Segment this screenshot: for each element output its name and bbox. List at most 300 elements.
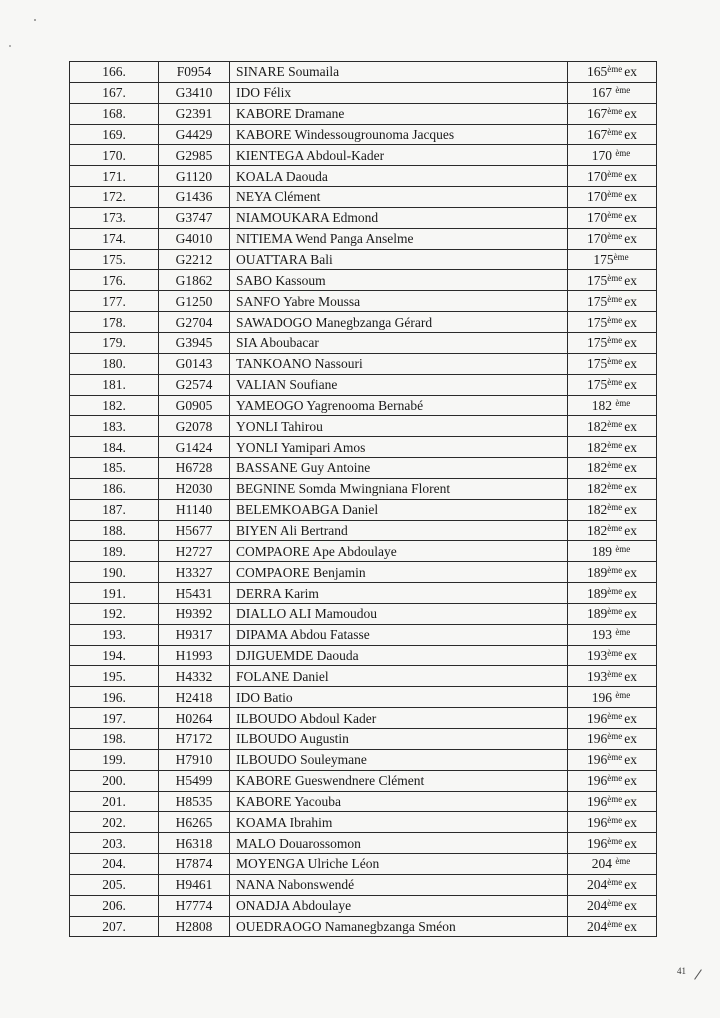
rank-ex-aequo: ex [624, 335, 637, 351]
row-number: 170. [70, 145, 159, 166]
rank-value: 204 [587, 919, 608, 935]
table-row [70, 770, 657, 791]
row-number: 197. [70, 708, 159, 729]
row-number: 198. [70, 729, 159, 750]
candidate-code: G0905 [159, 395, 230, 416]
rank-suffix: ème [607, 231, 623, 242]
candidate-code: G2985 [159, 145, 230, 166]
table-row [70, 895, 657, 916]
table-row [70, 791, 657, 812]
rank-value: 182 [587, 502, 608, 518]
row-number: 171. [70, 166, 159, 187]
rank-value: 182 [587, 418, 608, 434]
rank-ex-aequo: ex [624, 106, 637, 122]
candidate-code: H0264 [159, 708, 230, 729]
rank-cell [568, 645, 657, 666]
rank-value: 204 [591, 856, 616, 872]
candidate-code: H9392 [159, 603, 230, 624]
rank-ex-aequo: ex [624, 272, 637, 288]
candidate-code: G2212 [159, 249, 230, 270]
rank-suffix: ème [607, 481, 623, 492]
rank-ex-aequo: ex [624, 773, 637, 789]
rank-value: 196 [591, 689, 616, 705]
rank-cell [568, 478, 657, 499]
rank-cell [568, 833, 657, 854]
row-number: 172. [70, 187, 159, 208]
row-number: 203. [70, 833, 159, 854]
rank-cell [568, 874, 657, 895]
candidate-name: IDO Félix [230, 82, 568, 103]
table-row [70, 520, 657, 541]
rank-ex-aequo: ex [624, 418, 637, 434]
table-row [70, 874, 657, 895]
candidate-name: NIAMOUKARA Edmond [230, 207, 568, 228]
rank-suffix: ème [607, 293, 623, 304]
rank-value: 182 [587, 439, 608, 455]
rank-ex-aequo: ex [624, 835, 637, 851]
rank-cell [568, 916, 657, 937]
rank-cell [568, 583, 657, 604]
rank-suffix: ème [607, 210, 623, 221]
rank-cell [568, 624, 657, 645]
rank-value: 175 [587, 377, 608, 393]
rank-suffix: ème [607, 418, 623, 429]
candidate-name: NITIEMA Wend Panga Anselme [230, 228, 568, 249]
rank-cell [568, 395, 657, 416]
candidate-name: FOLANE Daniel [230, 666, 568, 687]
pen-mark [694, 969, 702, 979]
candidate-code: H2808 [159, 916, 230, 937]
rank-suffix: ème [615, 856, 631, 867]
table-row [70, 145, 657, 166]
rank-ex-aequo: ex [624, 919, 637, 935]
row-number: 166. [70, 62, 159, 83]
rank-cell [568, 458, 657, 479]
rank-value: 196 [587, 752, 608, 768]
row-number: 178. [70, 312, 159, 333]
candidate-name: NEYA Clément [230, 187, 568, 208]
row-number: 188. [70, 520, 159, 541]
rank-value: 170 [587, 189, 608, 205]
candidate-code: G1120 [159, 166, 230, 187]
rank-ex-aequo: ex [624, 439, 637, 455]
candidate-code: G2078 [159, 416, 230, 437]
rank-suffix: ème [615, 85, 631, 96]
row-number: 187. [70, 499, 159, 520]
rank-suffix: ème [615, 397, 631, 408]
rank-suffix: ème [607, 793, 623, 804]
table-row [70, 541, 657, 562]
rank-cell [568, 791, 657, 812]
row-number: 194. [70, 645, 159, 666]
rank-value: 165 [587, 64, 608, 80]
rank-cell [568, 228, 657, 249]
rank-suffix: ème [607, 814, 623, 825]
candidate-code: H2727 [159, 541, 230, 562]
rank-cell [568, 166, 657, 187]
rank-value: 182 [587, 522, 608, 538]
candidate-name: BEGNINE Somda Mwingniana Florent [230, 478, 568, 499]
rank-cell [568, 353, 657, 374]
candidate-name: KABORE Windessougrounoma Jacques [230, 124, 568, 145]
candidate-code: G2704 [159, 312, 230, 333]
candidate-code: H7874 [159, 854, 230, 875]
row-number: 190. [70, 562, 159, 583]
candidate-name: KOAMA Ibrahim [230, 812, 568, 833]
rank-value: 175 [593, 252, 614, 268]
candidate-code: H4332 [159, 666, 230, 687]
row-number: 176. [70, 270, 159, 291]
candidate-name: TANKOANO Nassouri [230, 353, 568, 374]
candidate-name: MALO Douarossomon [230, 833, 568, 854]
table-row [70, 687, 657, 708]
table-row [70, 645, 657, 666]
table-row [70, 82, 657, 103]
row-number: 180. [70, 353, 159, 374]
candidate-name: SABO Kassoum [230, 270, 568, 291]
rank-suffix: ème [607, 522, 623, 533]
rank-value: 175 [587, 314, 608, 330]
rank-value: 167 [587, 126, 608, 142]
candidate-code: H7172 [159, 729, 230, 750]
speck-mark [9, 45, 11, 47]
candidate-code: H2418 [159, 687, 230, 708]
rank-suffix: ème [607, 502, 623, 513]
rank-cell [568, 666, 657, 687]
rank-suffix: ème [607, 648, 623, 659]
table-row [70, 270, 657, 291]
table-row [70, 291, 657, 312]
row-number: 196. [70, 687, 159, 708]
rank-value: 196 [587, 710, 608, 726]
rank-ex-aequo: ex [624, 898, 637, 914]
rank-suffix: ème [607, 335, 623, 346]
table-row [70, 187, 657, 208]
rank-suffix: ème [607, 189, 623, 200]
rank-value: 196 [587, 814, 608, 830]
rank-ex-aequo: ex [624, 752, 637, 768]
rank-cell [568, 854, 657, 875]
rank-cell [568, 812, 657, 833]
rank-cell [568, 270, 657, 291]
candidate-code: H6318 [159, 833, 230, 854]
candidate-name: YONLI Tahirou [230, 416, 568, 437]
rank-suffix: ème [607, 314, 623, 325]
rank-ex-aequo: ex [624, 126, 637, 142]
candidate-code: G1862 [159, 270, 230, 291]
candidate-name: SAWADOGO Manegbzanga Gérard [230, 312, 568, 333]
rank-ex-aequo: ex [624, 314, 637, 330]
rank-value: 204 [587, 877, 608, 893]
rank-ex-aequo: ex [624, 168, 637, 184]
row-number: 199. [70, 749, 159, 770]
candidate-code: G2574 [159, 374, 230, 395]
rank-value: 189 [587, 564, 608, 580]
table-row [70, 62, 657, 83]
candidate-name: ONADJA Abdoulaye [230, 895, 568, 916]
rank-cell [568, 187, 657, 208]
rank-cell [568, 124, 657, 145]
row-number: 204. [70, 854, 159, 875]
rank-ex-aequo: ex [624, 377, 637, 393]
speck-mark [34, 19, 36, 21]
rank-cell [568, 374, 657, 395]
table-row [70, 749, 657, 770]
candidate-code: G4010 [159, 228, 230, 249]
rank-value: 167 [591, 85, 616, 101]
row-number: 189. [70, 541, 159, 562]
table-row [70, 708, 657, 729]
rank-ex-aequo: ex [624, 210, 637, 226]
row-number: 177. [70, 291, 159, 312]
candidate-name: KABORE Gueswendnere Clément [230, 770, 568, 791]
candidate-name: DIALLO ALI Mamoudou [230, 603, 568, 624]
rank-suffix: ème [607, 272, 623, 283]
row-number: 207. [70, 916, 159, 937]
rank-cell [568, 332, 657, 353]
row-number: 195. [70, 666, 159, 687]
rank-cell [568, 895, 657, 916]
rank-cell [568, 145, 657, 166]
candidate-name: OUATTARA Bali [230, 249, 568, 270]
rank-value: 175 [587, 356, 608, 372]
rank-cell [568, 708, 657, 729]
rank-cell [568, 749, 657, 770]
candidate-name: YAMEOGO Yagrenooma Bernabé [230, 395, 568, 416]
row-number: 179. [70, 332, 159, 353]
rank-cell [568, 520, 657, 541]
rank-value: 167 [587, 106, 608, 122]
row-number: 167. [70, 82, 159, 103]
table-row [70, 916, 657, 937]
rank-ex-aequo: ex [624, 502, 637, 518]
rank-value: 175 [587, 293, 608, 309]
rank-value: 196 [587, 793, 608, 809]
row-number: 183. [70, 416, 159, 437]
candidate-code: G1436 [159, 187, 230, 208]
rank-suffix: ème [607, 773, 623, 784]
row-number: 186. [70, 478, 159, 499]
rank-ex-aequo: ex [624, 356, 637, 372]
rank-value: 170 [587, 231, 608, 247]
rank-cell [568, 207, 657, 228]
page-number: 41 [677, 966, 686, 976]
candidate-name: SINARE Soumaila [230, 62, 568, 83]
row-number: 192. [70, 603, 159, 624]
table-row [70, 353, 657, 374]
row-number: 181. [70, 374, 159, 395]
rank-suffix: ème [615, 627, 631, 638]
rank-cell [568, 62, 657, 83]
rank-cell [568, 687, 657, 708]
candidate-code: H5499 [159, 770, 230, 791]
table-row [70, 458, 657, 479]
rank-ex-aequo: ex [624, 793, 637, 809]
rank-suffix: ème [607, 168, 623, 179]
candidate-code: H6728 [159, 458, 230, 479]
rank-value: 189 [591, 543, 616, 559]
candidate-code: H7910 [159, 749, 230, 770]
table-row [70, 729, 657, 750]
rank-ex-aequo: ex [624, 231, 637, 247]
candidate-code: G0143 [159, 353, 230, 374]
rank-value: 170 [591, 147, 616, 163]
rank-ex-aequo: ex [624, 731, 637, 747]
candidate-code: H2030 [159, 478, 230, 499]
candidate-code: G3945 [159, 332, 230, 353]
candidate-name: SIA Aboubacar [230, 332, 568, 353]
rank-value: 193 [587, 648, 608, 664]
rank-ex-aequo: ex [624, 606, 637, 622]
row-number: 206. [70, 895, 159, 916]
rank-cell [568, 312, 657, 333]
candidate-name: SANFO Yabre Moussa [230, 291, 568, 312]
table-row [70, 332, 657, 353]
table-row [70, 603, 657, 624]
candidate-code: H7774 [159, 895, 230, 916]
rank-value: 193 [587, 668, 608, 684]
candidate-code: F0954 [159, 62, 230, 83]
candidate-code: G2391 [159, 103, 230, 124]
candidate-code: H3327 [159, 562, 230, 583]
table-row [70, 478, 657, 499]
rank-suffix: ème [607, 919, 623, 930]
rank-suffix: ème [607, 835, 623, 846]
rank-suffix: ème [607, 710, 623, 721]
rank-cell [568, 499, 657, 520]
table-row [70, 437, 657, 458]
table-row [70, 395, 657, 416]
rank-suffix: ème [607, 585, 623, 596]
candidate-code: H1140 [159, 499, 230, 520]
rank-value: 189 [587, 606, 608, 622]
row-number: 202. [70, 812, 159, 833]
rank-suffix: ème [607, 898, 623, 909]
rank-cell [568, 416, 657, 437]
candidate-code: H5431 [159, 583, 230, 604]
rank-value: 204 [587, 898, 608, 914]
results-table [69, 61, 657, 937]
candidate-name: KABORE Dramane [230, 103, 568, 124]
row-number: 191. [70, 583, 159, 604]
candidate-code: H9317 [159, 624, 230, 645]
table-row [70, 228, 657, 249]
rank-suffix: ème [607, 877, 623, 888]
rank-cell [568, 603, 657, 624]
row-number: 185. [70, 458, 159, 479]
rank-ex-aequo: ex [624, 481, 637, 497]
candidate-name: COMPAORE Benjamin [230, 562, 568, 583]
rank-value: 193 [591, 627, 616, 643]
rank-cell [568, 291, 657, 312]
table-row [70, 166, 657, 187]
row-number: 168. [70, 103, 159, 124]
row-number: 182. [70, 395, 159, 416]
rank-suffix: ème [607, 731, 623, 742]
rank-suffix: ème [613, 252, 629, 263]
candidate-name: BIYEN Ali Bertrand [230, 520, 568, 541]
rank-suffix: ème [607, 564, 623, 575]
candidate-name: VALIAN Soufiane [230, 374, 568, 395]
table-row [70, 207, 657, 228]
candidate-code: G1424 [159, 437, 230, 458]
table-row [70, 624, 657, 645]
rank-ex-aequo: ex [624, 877, 637, 893]
candidate-name: DERRA Karim [230, 583, 568, 604]
table-row [70, 854, 657, 875]
candidate-code: H1993 [159, 645, 230, 666]
table-row [70, 562, 657, 583]
rank-suffix: ème [607, 64, 623, 75]
table-row [70, 103, 657, 124]
rank-value: 170 [587, 210, 608, 226]
rank-ex-aequo: ex [624, 648, 637, 664]
table-row [70, 666, 657, 687]
row-number: 200. [70, 770, 159, 791]
candidate-name: ILBOUDO Abdoul Kader [230, 708, 568, 729]
rank-cell [568, 437, 657, 458]
rank-value: 196 [587, 731, 608, 747]
table-row [70, 833, 657, 854]
rank-suffix: ème [607, 606, 623, 617]
rank-value: 175 [587, 272, 608, 288]
candidate-name: DIPAMA Abdou Fatasse [230, 624, 568, 645]
rank-suffix: ème [607, 668, 623, 679]
table-row [70, 249, 657, 270]
rank-cell [568, 103, 657, 124]
rank-suffix: ème [607, 752, 623, 763]
candidate-name: BASSANE Guy Antoine [230, 458, 568, 479]
rank-ex-aequo: ex [624, 293, 637, 309]
candidate-code: H9461 [159, 874, 230, 895]
rank-suffix: ème [615, 147, 631, 158]
row-number: 184. [70, 437, 159, 458]
table-row [70, 374, 657, 395]
row-number: 169. [70, 124, 159, 145]
candidate-code: H5677 [159, 520, 230, 541]
table-row [70, 499, 657, 520]
rank-value: 196 [587, 773, 608, 789]
row-number: 205. [70, 874, 159, 895]
rank-suffix: ème [607, 126, 623, 137]
candidate-name: MOYENGA Ulriche Léon [230, 854, 568, 875]
rank-value: 170 [587, 168, 608, 184]
rank-cell [568, 770, 657, 791]
candidate-code: G4429 [159, 124, 230, 145]
rank-value: 182 [587, 481, 608, 497]
rank-value: 175 [587, 335, 608, 351]
candidate-name: KABORE Yacouba [230, 791, 568, 812]
rank-suffix: ème [607, 460, 623, 471]
candidate-name: KOALA Daouda [230, 166, 568, 187]
row-number: 174. [70, 228, 159, 249]
candidate-name: YONLI Yamipari Amos [230, 437, 568, 458]
candidate-name: DJIGUEMDE Daouda [230, 645, 568, 666]
rank-suffix: ème [607, 356, 623, 367]
rank-suffix: ème [607, 439, 623, 450]
row-number: 175. [70, 249, 159, 270]
candidate-name: IDO Batio [230, 687, 568, 708]
table-row [70, 124, 657, 145]
rank-value: 182 [591, 397, 616, 413]
rank-ex-aequo: ex [624, 460, 637, 476]
candidate-name: NANA Nabonswendé [230, 874, 568, 895]
row-number: 193. [70, 624, 159, 645]
rank-ex-aequo: ex [624, 814, 637, 830]
candidate-name: OUEDRAOGO Namanegbzanga Sméon [230, 916, 568, 937]
rank-ex-aequo: ex [624, 564, 637, 580]
rank-cell [568, 562, 657, 583]
